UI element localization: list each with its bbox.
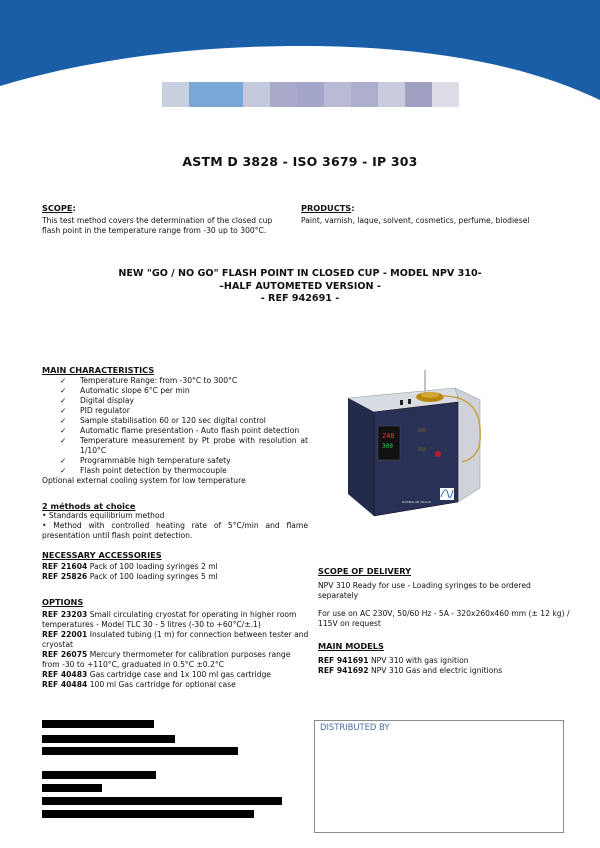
logo-stripe <box>162 82 189 107</box>
methods-heading: 2 méthods at choice <box>42 501 136 511</box>
bullet-icon: • <box>42 521 47 530</box>
device-display-bottom: 300 <box>382 443 393 450</box>
scope-text: This test method covers the determination of the closed cup flash point in the temperature range from -30 up to 300°C. <box>42 216 273 235</box>
check-icon: ✓ <box>60 456 67 465</box>
delivery-section <box>318 566 573 629</box>
delivery-text-2: For use on AC 230V, 50/60 Hz - 5A - 320x260x460 mm (± 12 kg) / 115V on request <box>318 609 570 628</box>
list-item: REF 25826 Pack of 100 loading syringes 5 ml <box>42 572 218 581</box>
list-item: REF 23203 Small circulating cryostat for operating in higher room temperatures - Model TLC 30 - 5 litres (-30 to +60°C/±.1) <box>42 610 297 629</box>
logo-stripe <box>243 82 270 107</box>
check-icon: ✓ <box>60 386 67 395</box>
products-text: Paint, varnish, laque, solvent, cosmetics, perfume, biodiesel <box>301 216 530 225</box>
options-section <box>42 597 310 690</box>
header-logo-stripes <box>162 82 459 107</box>
logo-stripe <box>432 82 459 107</box>
list-item: ✓ Sample stabilisation 60 or 120 sec digital control <box>60 416 266 425</box>
list-item: ✓ Programmable high temperature safety <box>60 456 231 465</box>
products-heading-colon: : <box>351 203 355 213</box>
list-item: ✓ Temperature measurement by Pt probe with resolution at 1/10°C <box>60 436 308 455</box>
check-icon: ✓ <box>60 436 67 445</box>
accessories-section <box>42 550 308 582</box>
check-icon: ✓ <box>60 466 67 475</box>
list-item: ✓ Automatic slope 6°C per min <box>60 386 190 395</box>
redacted-line <box>42 735 175 743</box>
redacted-line <box>42 771 156 779</box>
page-title: ASTM D 3828 - ISO 3679 - IP 303 <box>182 154 418 169</box>
logo-stripe <box>405 82 432 107</box>
logo-stripe <box>189 82 216 107</box>
logo-stripe <box>216 82 243 107</box>
options-heading: OPTIONS <box>42 597 84 607</box>
device-brand-text: NORMALAB ANALIS <box>402 500 431 504</box>
device-display-top: 248 <box>382 432 395 440</box>
check-icon: ✓ <box>60 376 67 385</box>
models-heading: MAIN MODELS <box>318 641 384 651</box>
redacted-line <box>42 784 102 792</box>
distributed-by-box <box>314 720 564 833</box>
main-characteristics-heading: MAIN CHARACTERISTICS <box>42 365 155 375</box>
delivery-heading: SCOPE OF DELIVERY <box>318 566 412 576</box>
scope-section <box>42 196 292 236</box>
redacted-line <box>42 720 154 728</box>
list-item: ✓ Flash point detection by thermocouple <box>60 466 227 475</box>
list-item: REF 40484 100 ml Gas cartridge for optional case <box>42 680 236 689</box>
scope-heading-colon: : <box>72 203 76 213</box>
logo-stripe <box>270 82 297 107</box>
list-item: REF 26075 Mercury thermometer for calibration purposes range from -30 to +110°C, graduated in 0.5°C ±0.2°C <box>42 650 291 669</box>
list-item: ✓ Automatic flame presentation - Auto flash point detection <box>60 426 300 435</box>
list-item: ✓ Digital display <box>60 396 135 405</box>
list-item: ✓ Temperature Range: from -30°C to 300°C <box>60 376 238 385</box>
list-item: REF 21604 Pack of 100 loading syringes 2 ml <box>42 562 218 571</box>
products-section <box>301 196 571 226</box>
distributed-by-label: DISTRIBUTED BY <box>320 722 390 732</box>
methods-section <box>42 501 308 541</box>
logo-stripe <box>378 82 405 107</box>
redacted-line <box>42 797 282 805</box>
list-item: • Method with controlled heating rate of 5°C/min and flame presentation until flash point detection. <box>42 521 309 540</box>
model-title-line2: –HALF AUTOMETED VERSION - <box>219 280 381 292</box>
characteristics-list <box>42 376 308 476</box>
device-photo <box>330 370 485 520</box>
list-item: REF 22001 Insulated tubing (1 m) for connection between tester and cryostat <box>42 630 309 649</box>
list-item: ✓ PID regulator <box>60 406 130 415</box>
model-title-line3: - REF 942691 - <box>260 293 340 304</box>
list-item: • Standards equilibrium method <box>42 511 165 520</box>
list-item: REF 40483 Gas cartridge case and 1x 100 ml gas cartridge <box>42 670 271 679</box>
models-section <box>318 641 573 676</box>
redacted-line <box>42 747 238 755</box>
check-icon: ✓ <box>60 406 67 415</box>
model-title-line1: NEW "GO / NO GO" FLASH POINT IN CLOSED CUP - MODEL NPV 310- <box>118 268 482 279</box>
products-heading: PRODUCTS <box>301 203 352 213</box>
check-icon: ✓ <box>60 396 67 405</box>
bullet-icon: • <box>42 511 47 520</box>
main-characteristics-section <box>42 365 308 486</box>
delivery-text-1: NPV 310 Ready for use - Loading syringes to be ordered separately <box>318 581 531 600</box>
model-title <box>60 268 540 306</box>
list-item: REF 941692 NPV 310 Gas and electric ignitions <box>318 666 503 675</box>
logo-stripe <box>324 82 351 107</box>
check-icon: ✓ <box>60 426 67 435</box>
logo-stripe <box>297 82 324 107</box>
check-icon: ✓ <box>60 416 67 425</box>
redacted-line <box>42 810 254 818</box>
accessories-heading: NECESSARY ACCESSORIES <box>42 550 162 560</box>
characteristics-footer: Optional external cooling system for low temperature <box>42 476 246 485</box>
logo-stripe <box>351 82 378 107</box>
scope-heading: SCOPE <box>42 203 73 213</box>
list-item: REF 941691 NPV 310 with gas ignition <box>318 656 469 665</box>
